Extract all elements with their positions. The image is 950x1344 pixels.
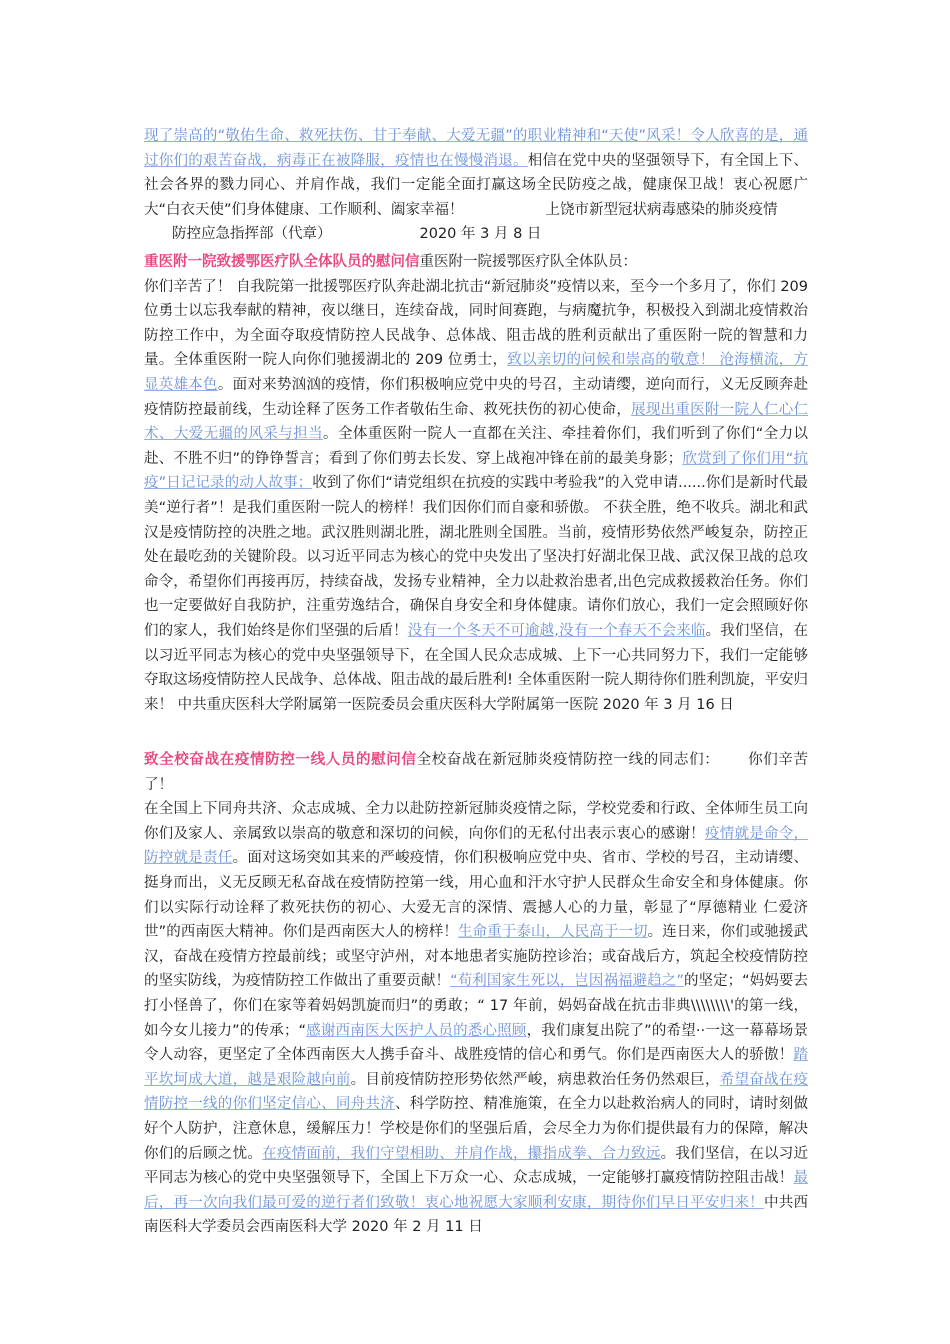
letter-1-tail: [144, 124, 808, 247]
highlighted-phrase: 希望奋战在疫情防控一线的你们坚定信心、同舟共济: [144, 1071, 809, 1113]
body-text: 中共西南医科大学委员会西南医科大学 2020 年 2 月 11 日: [144, 1194, 809, 1236]
body-text: 。面对这场突如其来的严峻疫情，你们积极响应党中央、省市、学校的号召，主动请缨、挺身而出，义无反顾无私奋战在疫情防控第一线，用心血和汗水守护人民群众生命安全和身体健康。你们以实际行动诠释了救死扶伤的初心、大爱无言的深情、震撼人心的力量，彰显了“厚德精业 仁爱济世”的西南医大精神。你们是西南医大人的榜样！: [144, 850, 809, 941]
body-text: 。面对来势汹汹的疫情，你们积极响应党中央的号召，主动请缨，逆向而行，义无反顾奔赴疫情防控最前线，生动诠释了医务工作者敬佑生命、救死扶伤的初心使命，: [144, 376, 809, 418]
signer-line-1: 上饶市新型冠状病毒感染的肺炎疫情: [545, 201, 778, 218]
highlighted-phrase: 致以亲切的问候和崇高的敬意！ 沧海横流，方显英雄本色: [144, 352, 808, 393]
signature-date: 2020 年 3 月 8 日: [419, 226, 542, 243]
body-text: 。目前疫情防控形势依然严峻，病患救治任务仍然艰巨，: [350, 1071, 720, 1088]
signer-line-2: 防控应急指挥部（代章）: [172, 226, 332, 243]
body-text: 。连日来，你们或驰援武汉，奋战在疫情方控最前线；或坚守泸州，对本地患者实施防控诊治；或奋战后方，筑起全校疫情防控的坚实防线，为疫情防控工作做出了重要贡献！: [144, 924, 809, 990]
highlighted-phrase: 最后，再一次向我们最可爱的逆行者们致敬！衷心地祝愿大家顺利安康，期待你们早日平安归来！: [144, 1170, 808, 1211]
body-text: 你们辛苦了！ 自我院第一批援鄂医疗队奔赴湖北抗击“新冠肺炎”疫情以来，至今一个多月了，你们 209 位勇士以忘我奉献的精神，夜以继日，连续奋战，同时间赛跑，与病魔抗争，积极投入到湖北疫情救治防控工作中，为全面夺取疫情防控人民战争、总体战、阻击战的胜利贡献出了重医附一院的智慧和力量。全体重医附一院人向你们驰援湖北的 209 位勇士，: [144, 278, 808, 369]
highlighted-phrase: 欣赏到了你们用“抗疫”日记记录的动人故事；: [144, 450, 809, 492]
body-text: 。我们坚信，在以习近平同志为核心的党中央坚强领导下，全国上下万众一心、众志成城，一定能够打赢疫情防控阻击战！: [144, 1145, 809, 1187]
salutation: 全校奋战在新冠肺炎疫情防控一线的同志们：: [416, 752, 720, 768]
body-text: 相信在党中央的坚强领导下，有全国上下、社会各界的戮力同心、并肩作战，我们一定能全面打赢这场全民防疫之战，健康保卫战！衷心祝愿广大“白衣天使”们身体健康、工作顺利、阖家幸福！: [144, 152, 808, 218]
letter-2: [144, 250, 808, 717]
highlighted-phrase: 生命重于泰山，人民高于一切: [457, 924, 648, 941]
highlighted-phrase: 踏平坎坷成大道，越是艰险越向前: [144, 1047, 808, 1088]
highlighted-phrase: 疫情就是命令，防控就是责任: [144, 825, 809, 867]
highlighted-phrase: 感谢西南医大医护人员的悉心照顾: [305, 1022, 527, 1039]
highlighted-phrase: 没有一个冬天不可逾越,没有一个春天不会来临: [407, 622, 706, 639]
body-text: 。全体重医附一院人一直都在关注、牵挂着你们，我们听到了你们“全力以赴、不胜不归”的铮铮誓言；看到了你们剪去长发、穿上战袍冲锋在前的最美身影；: [144, 426, 808, 467]
letter-heading: 重医附一院致援鄂医疗队全体队员的慰问信: [144, 254, 420, 270]
highlighted-phrase: 在疫情面前，我们守望相助、并肩作战，攥指成拳、合力致远: [262, 1145, 661, 1162]
salutation: 重医附一院援鄂医疗队全体队员：: [419, 254, 637, 270]
body-text: 在全国上下同舟共济、众志成城、全力以赴防控新冠肺炎疫情之际，学校党委和行政、全体师生员工向你们及家人、亲属致以崇高的敬意和深切的问候，向你们的无私付出表示衷心的感谢！: [144, 801, 808, 842]
letter-3: [144, 748, 808, 1240]
body-text: 收到了你们“请党组织在抗疫的实践中考验我”的入党申请......你们是新时代最美“逆行者”！是我们重医附一院人的榜样！我们因你们而自豪和骄傲。 不获全胜，绝不收兵。湖北和武汉是疫情防控的决胜之地。武汉胜则湖北胜，湖北胜则全国胜。当前，疫情形势依然严峻复杂，防控正处在最吃劲的关键阶段。以习近平同志为核心的党中央发出了坚决打好湖北保卫战、武汉保卫战的总攻命令，希望你们再接再厉，持续奋战，发扬专业精神，全力以赴救治患者,出色完成救援救治任务。你们也一定要做好自我防护，注重劳逸结合，确保自身安全和身体健康。请你们放心，我们一定会照顾好你们的家人，我们始终是你们坚强的后盾！: [144, 475, 808, 639]
highlighted-phrase: “苟利国家生死以，岂因祸福避趋之”: [450, 973, 684, 990]
highlighted-phrase: 现了崇高的“敬佑生命、救死扶伤、甘于奉献、大爱无疆”的职业精神和“天使”风采！令人欣喜的是，通过你们的艰苦奋战，病毒正在被降服，疫情也在慢慢消退。: [144, 128, 808, 169]
body-text: 、科学防控、精准施策，在全力以赴救治病人的同时，请时刻做好个人防护，注意休息，缓解压力！学校是你们的坚强后盾，会尽全力为你们提供最有力的保障，解决你们的后顾之忧。: [144, 1096, 809, 1162]
greeting: 你们辛苦了！: [144, 752, 809, 793]
body-text: 。我们坚信，在以习近平同志为核心的党中央坚强领导下，在全国人民众志成城、上下一心共同努力下，我们一定能够夺取这场疫情防控人民战争、总体战、阻击战的最后胜利! 全体重医附一院人期待你们胜利凯旋，平安归来！ 中共重庆医科大学附属第一医院委员会重庆医科大学附属第一医院 2020 年 3 月 16 日: [144, 622, 809, 713]
letter-heading: 致全校奋战在疫情防控一线人员的慰问信: [144, 752, 417, 768]
highlighted-phrase: 展现出重医附一院人仁心仁术、大爱无疆的风采与担当: [144, 401, 808, 443]
body-text: 的坚定；“妈妈要去打小怪兽了，你们在家等着妈妈凯旋而归”的勇敢；“ 17 年前，妈妈奋战在抗击非典\\\\\\\\'的第一线，如今女儿接力”的传承；“: [144, 973, 809, 1039]
body-text: ，我们康复出院了”的希望··一这一幕幕场景令人动容，更坚定了全体西南医大人携手奋斗、战胜疫情的信心和勇气。你们是西南医大人的骄傲！: [144, 1022, 808, 1064]
